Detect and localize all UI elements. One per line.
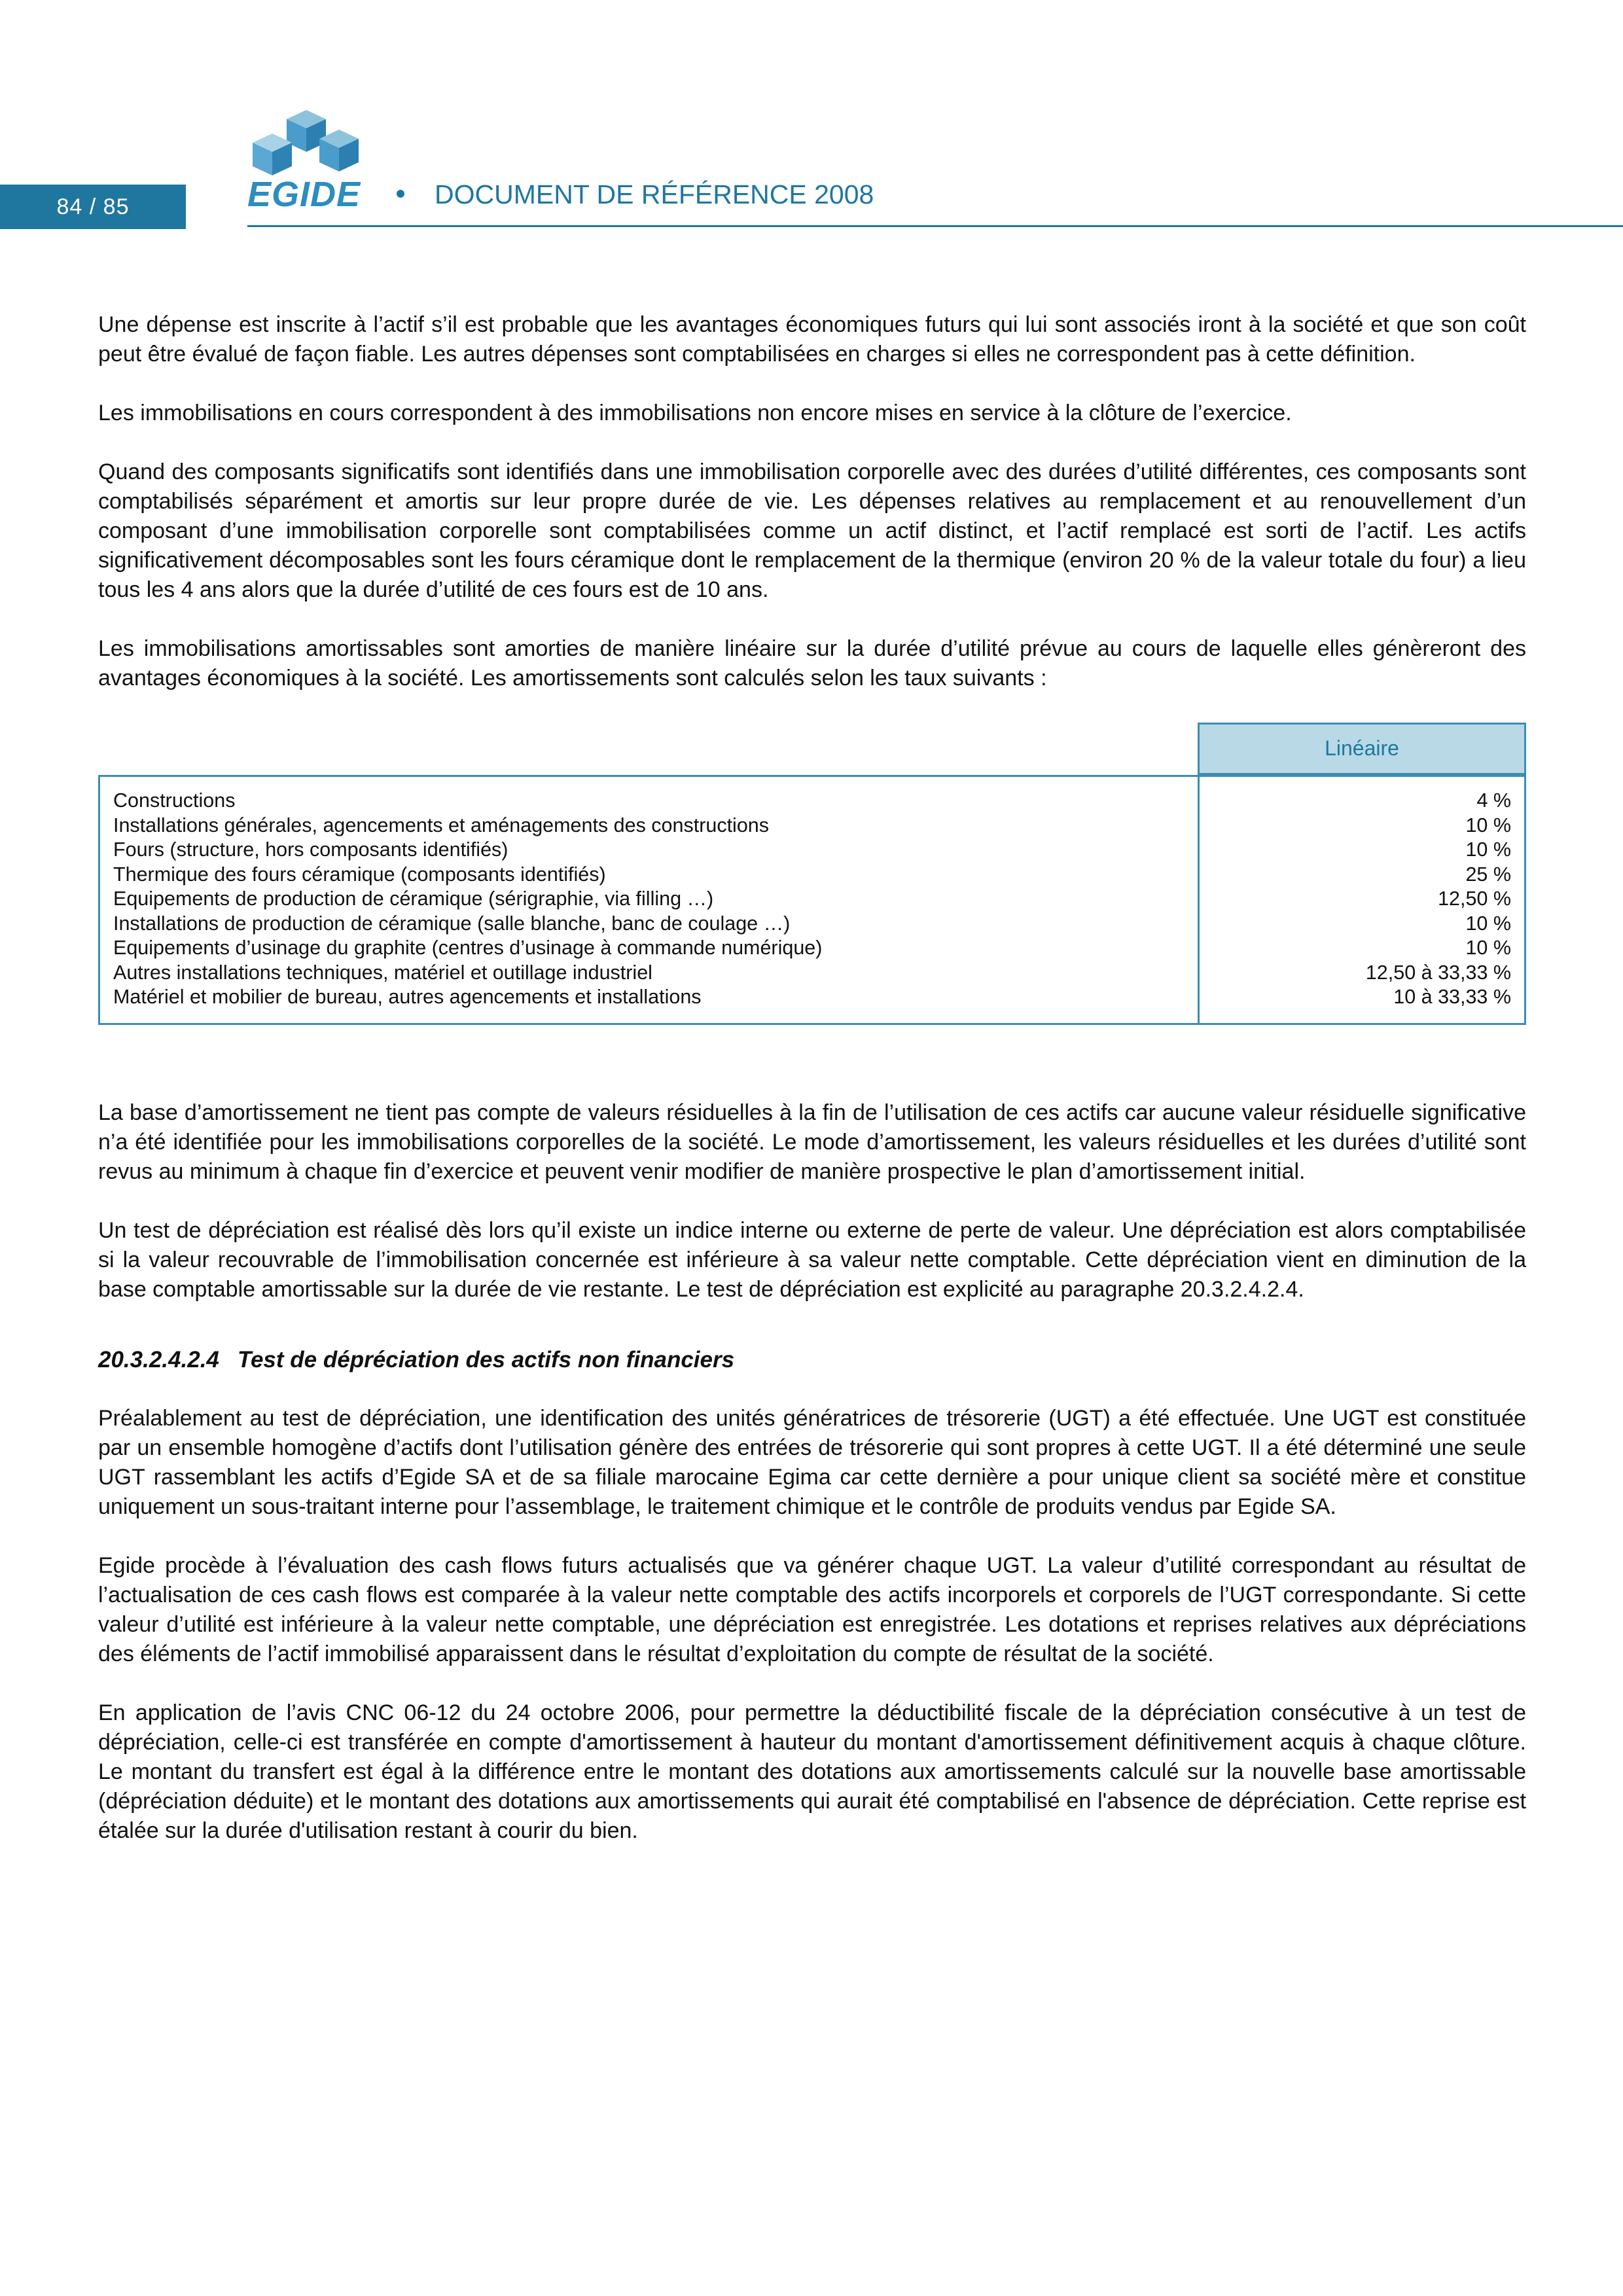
page-content (98, 310, 1526, 1875)
paragraph: Les immobilisations en cours correspondent à des immobilisations non encore mises en service à la clôture de l’exercice. (98, 401, 1292, 425)
table-cell-rate: 4 % (1476, 789, 1511, 812)
table-header-row (99, 724, 1525, 774)
table-header-empty (99, 724, 1199, 774)
table-cell-rate: 12,50 % (1438, 888, 1511, 910)
table-cell-label: Matériel et mobilier de bureau, autres agencements et installations (113, 986, 702, 1008)
table-cell-rate: 10 % (1465, 937, 1511, 959)
table-cell-label: Installations générales, agencements et aménagements des constructions (113, 814, 770, 836)
section-number: 20.3.2.4.2.4 (98, 1346, 219, 1372)
section-title: Test de dépréciation des actifs non financiers (237, 1346, 735, 1372)
paragraph: Une dépense est inscrite à l’actif s’il est probable que les avantages économiques futurs qui lui sont associés iront à la société et que son coût peut être évalué de façon fiable. Les autres dépenses sont comptabilisées en charges si elles ne correspondent pas à cette définition. (98, 312, 1526, 367)
depreciation-rates-table (98, 723, 1526, 1025)
document-title: DOCUMENT DE RÉFÉRENCE 2008 (435, 179, 874, 209)
paragraph: Quand des composants significatifs sont identifiés dans une immobilisation corporelle avec des durées d’utilité différentes, ces composants sont comptabilisés séparément et amortis sur leur propre durée de vie. Les dépenses relatives au remplacement et au renouvellement d’un composant d’une immobilisation corporelle sont comptabilisées comme un actif distinct, et l’actif remplacé est sorti de l’actif. Les actifs significativement décomposables sont les fours céramique dont le remplacement de la thermique (environ 20 % de la valeur totale du four) a lieu tous les 4 ans alors que la durée d’utilité de ces fours est de 10 ans. (98, 459, 1526, 602)
header-bullet (397, 190, 404, 198)
table-cell-label: Fours (structure, hors composants identifiés) (113, 838, 508, 861)
table-cell-rate: 10 % (1465, 912, 1511, 935)
paragraph: Préalablement au test de dépréciation, une identification des unités génératrices de trésorerie (UGT) a été effectuée. Une UGT est constituée par un ensemble homogène d’actifs dont l’utilisation génère des entrées de trésorerie qui sont propres à cette UGT. Il a été déterminé une seule UGT rassemblant les actifs d’Egide SA et de sa filiale marocaine Egima car cette dernière a pour unique client sa société mère et constitue uniquement un sous-traitant interne pour l’assemblage, le traitement chimique et le contrôle de produits vendus par Egide SA. (98, 1405, 1526, 1519)
paragraph: Egide procède à l’évaluation des cash flows futurs actualisés que va générer chaque UGT. La valeur d’utilité correspondant au résultat de l’actualisation de ces cash flows est comparée à la valeur nette comptable des actifs incorporels et corporels de l’UGT correspondante. Si cette valeur d’utilité est inférieure à la valeur nette comptable, une dépréciation est enregistrée. Les dotations et reprises relatives aux dépréciations des éléments de l’actif immobilisé apparaissent dans le résultat d’exploitation du compte de résultat de la société. (98, 1552, 1526, 1666)
paragraph: La base d’amortissement ne tient pas compte de valeurs résiduelles à la fin de l’utilisation de ces actifs car aucune valeur résiduelle significative n’a été identifiée pour les immobilisations corporelles de la société. Le mode d’amortissement, les valeurs résiduelles et les durées d’utilité sont revus au minimum à chaque fin d’exercice et peuvent venir modifier de manière prospective le plan d’amortissement initial. (98, 1100, 1526, 1184)
table-cell-label: Installations de production de céramique (salle blanche, banc de coulage …) (113, 912, 791, 935)
asset-category-column (99, 776, 1199, 1024)
table-cell-label: Autres installations techniques, matériel et outillage industriel (113, 961, 652, 984)
rate-column (1199, 776, 1525, 1024)
table-cell-rate: 10 % (1465, 838, 1511, 861)
table-header-lineaire: Linéaire (1199, 724, 1525, 774)
brand-name: EGIDE (247, 175, 361, 214)
paragraph: En application de l’avis CNC 06-12 du 24 octobre 2006, pour permettre la déductibilité fiscale de la dépréciation consécutive à un test de dépréciation, celle-ci est transférée en compte d'amortissement à hauteur du montant d'amortissement définitivement acquis à chaque clôture. Le montant du transfert est égal à la différence entre le montant des dotations aux amortissements calculé sur la nouvelle base amortissable (dépréciation déduite) et le montant des dotations aux amortissements qui aurait été comptabilisé en l'absence de dépréciation. Cette reprise est étalée sur la durée d'utilisation restant à courir du bien. (98, 1700, 1526, 1843)
page-indicator: 84 / 85 (0, 185, 186, 229)
table-body-row (99, 776, 1525, 1024)
paragraph: Un test de dépréciation est réalisé dès lors qu’il existe un indice interne ou externe de perte de valeur. Une dépréciation est alors comptabilisée si la valeur recouvrable de l’immobilisation concernée est inférieure à sa valeur nette comptable. Cette dépréciation vient en diminution de la base comptable amortissable sur la durée de vie restante. Le test de dépréciation est explicité au paragraphe 20.3.2.4.2.4. (98, 1217, 1526, 1302)
section-heading (98, 1345, 1526, 1374)
table-cell-label: Thermique des fours céramique (composants identifiés) (113, 863, 606, 886)
table-cell-label: Equipements d’usinage du graphite (centres d’usinage à commande numérique) (113, 937, 823, 959)
table-cell-rate: 10 à 33,33 % (1393, 986, 1511, 1008)
table-cell-label: Equipements de production de céramique (sérigraphie, via filling …) (113, 888, 714, 910)
table-cell-rate: 25 % (1465, 863, 1511, 886)
table-cell-rate: 10 % (1465, 814, 1511, 836)
paragraph: Les immobilisations amortissables sont amorties de manière linéaire sur la durée d’utilité prévue au cours de laquelle elles génèreront des avantages économiques à la société. Les amortissements sont calculés selon les taux suivants : (98, 636, 1526, 691)
table-cell-rate: 12,50 à 33,33 % (1365, 961, 1511, 984)
table-cell-label: Constructions (113, 789, 236, 812)
header-rule (247, 225, 1623, 227)
